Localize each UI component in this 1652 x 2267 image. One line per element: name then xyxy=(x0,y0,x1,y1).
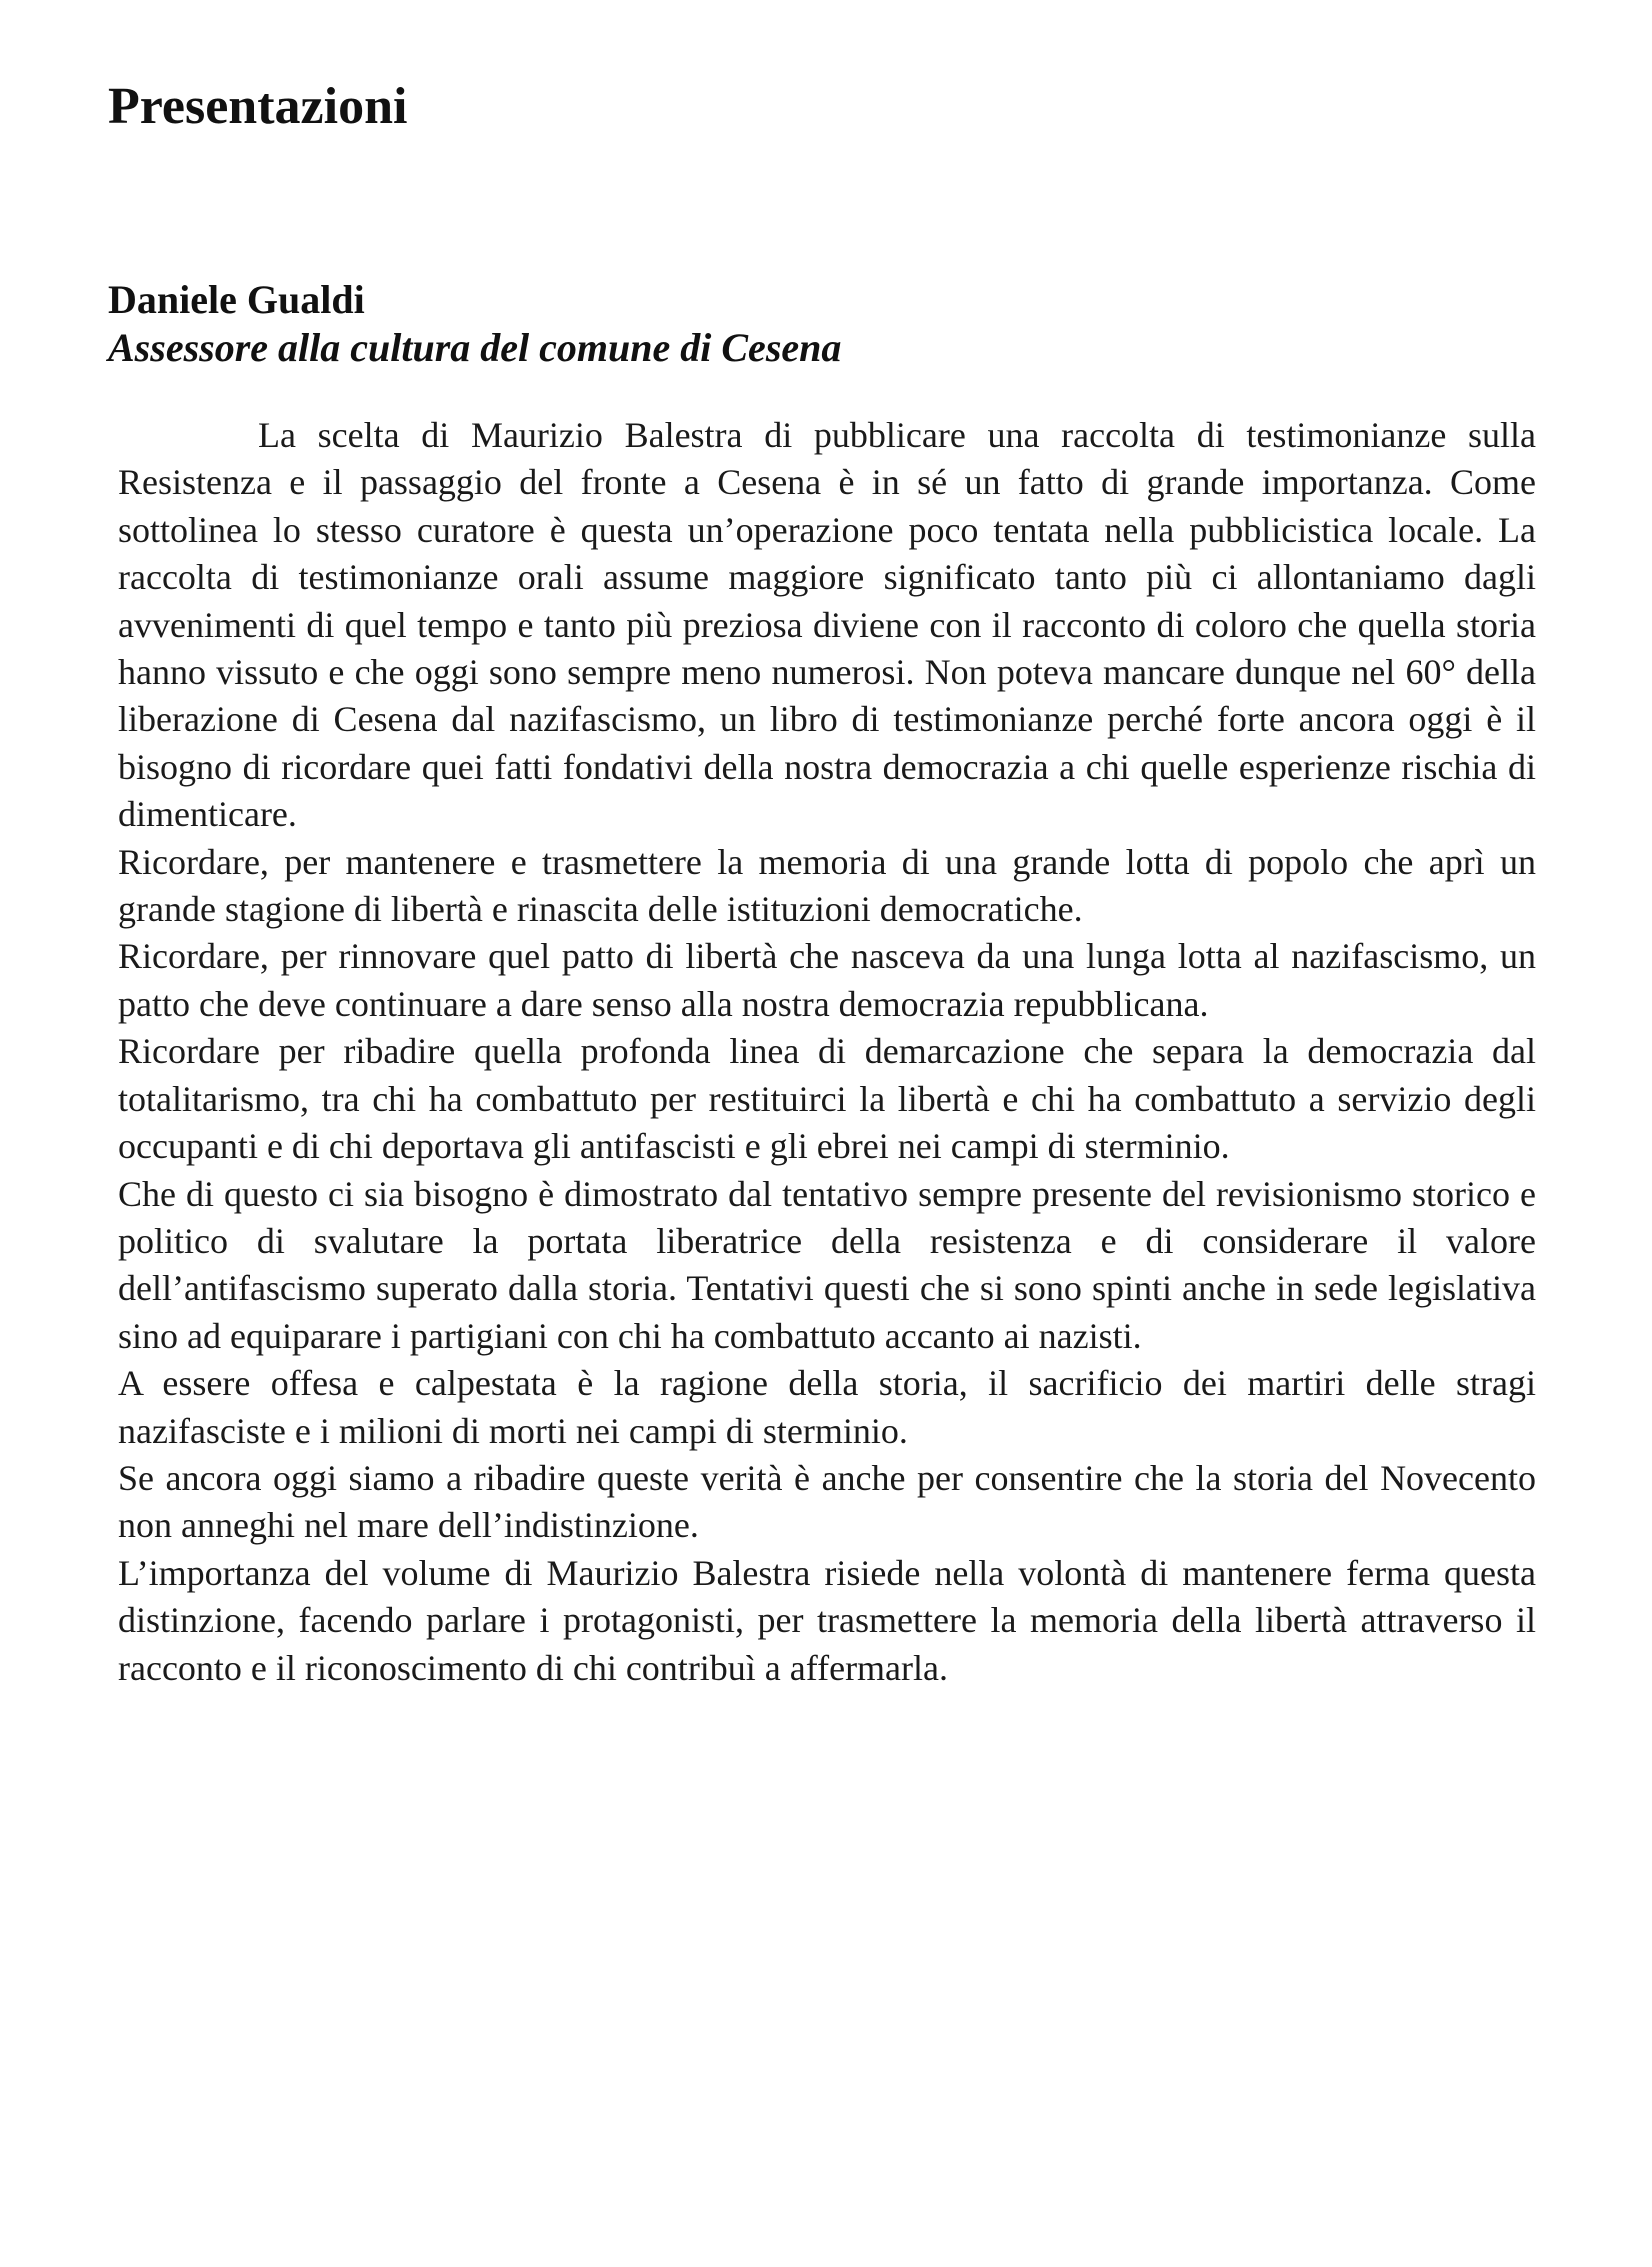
body-text xyxy=(118,412,1536,1692)
paragraph-importanza: L’importanza del volume di Maurizio Balestra risiede nella volontà di mantenere ferma questa distinzione, facendo parlare i protagonisti, per trasmettere la memoria della libertà attraverso il racconto e il riconoscimento di chi contribuì a affermarla. xyxy=(118,1552,1536,1688)
page-title: Presentazioni xyxy=(108,78,408,135)
author-block xyxy=(108,276,841,372)
paragraph-offesa: A essere offesa e calpestata è la ragione della storia, il sacrificio dei martiri delle stragi nazifasciste e i milioni di morti nei campi di sterminio. xyxy=(118,1363,1536,1451)
paragraph-ricordare-mantenere: Ricordare, per mantenere e trasmettere la memoria di una grande lotta di popolo che aprì un grande stagione di libertà e rinascita delle istituzioni democratiche. xyxy=(118,841,1536,930)
paragraph-ricordare-ribadire: Ricordare per ribadire quella profonda linea di demarcazione che separa la democrazia dal totalitarismo, tra chi ha combattuto per restituirci la libertà e chi ha combattuto a servizio degli occupanti e di chi deportava gli antifascisti e gli ebrei nei campi di sterminio. xyxy=(118,1031,1536,1167)
paragraph-novecento: Se ancora oggi siamo a ribadire queste verità è anche per consentire che la storia del Novecento non anneghi nel mare dell’indistinzione. xyxy=(118,1457,1536,1546)
author-role: Assessore alla cultura del comune di Cesena xyxy=(108,325,842,370)
paragraph-ricordare-rinnovare: Ricordare, per rinnovare quel patto di libertà che nasceva da una lunga lotta al nazifascismo, un patto che deve continuare a dare senso alla nostra democrazia repubblicana. xyxy=(118,936,1536,1024)
author-name: Daniele Gualdi xyxy=(108,277,365,322)
paragraph-intro: La scelta di Maurizio Balestra di pubblicare una raccolta di testimonianze sulla Resistenza e il passaggio del fronte a Cesena è in sé un fatto di grande importanza. Come sottolinea lo stesso curatore è questa un’operazione poco tentata nella pubblicistica locale. La raccolta di testimonianze orali assume maggiore significato tanto più ci allontaniamo dagli avvenimenti di quel tempo e tanto più preziosa diviene con il racconto di coloro che quella storia hanno vissuto e che oggi sono sempre meno numerosi. Non poteva mancare dunque nel 60° della liberazione di Cesena dal nazifascismo, un libro di testimonianze perché forte ancora oggi è il bisogno di ricordare quei fatti fondativi della nostra democrazia a chi quelle esperienze rischia di dimenticare. xyxy=(118,415,1536,835)
paragraph-revisionismo: Che di questo ci sia bisogno è dimostrato dal tentativo sempre presente del revisionismo storico e politico di svalutare la portata liberatrice della resistenza e di considerare il valore dell’antifascismo superato dalla storia. Tentativi questi che si sono spinti anche in sede legislativa sino ad equiparare i partigiani con chi ha combattuto accanto ai nazisti. xyxy=(118,1173,1536,1356)
